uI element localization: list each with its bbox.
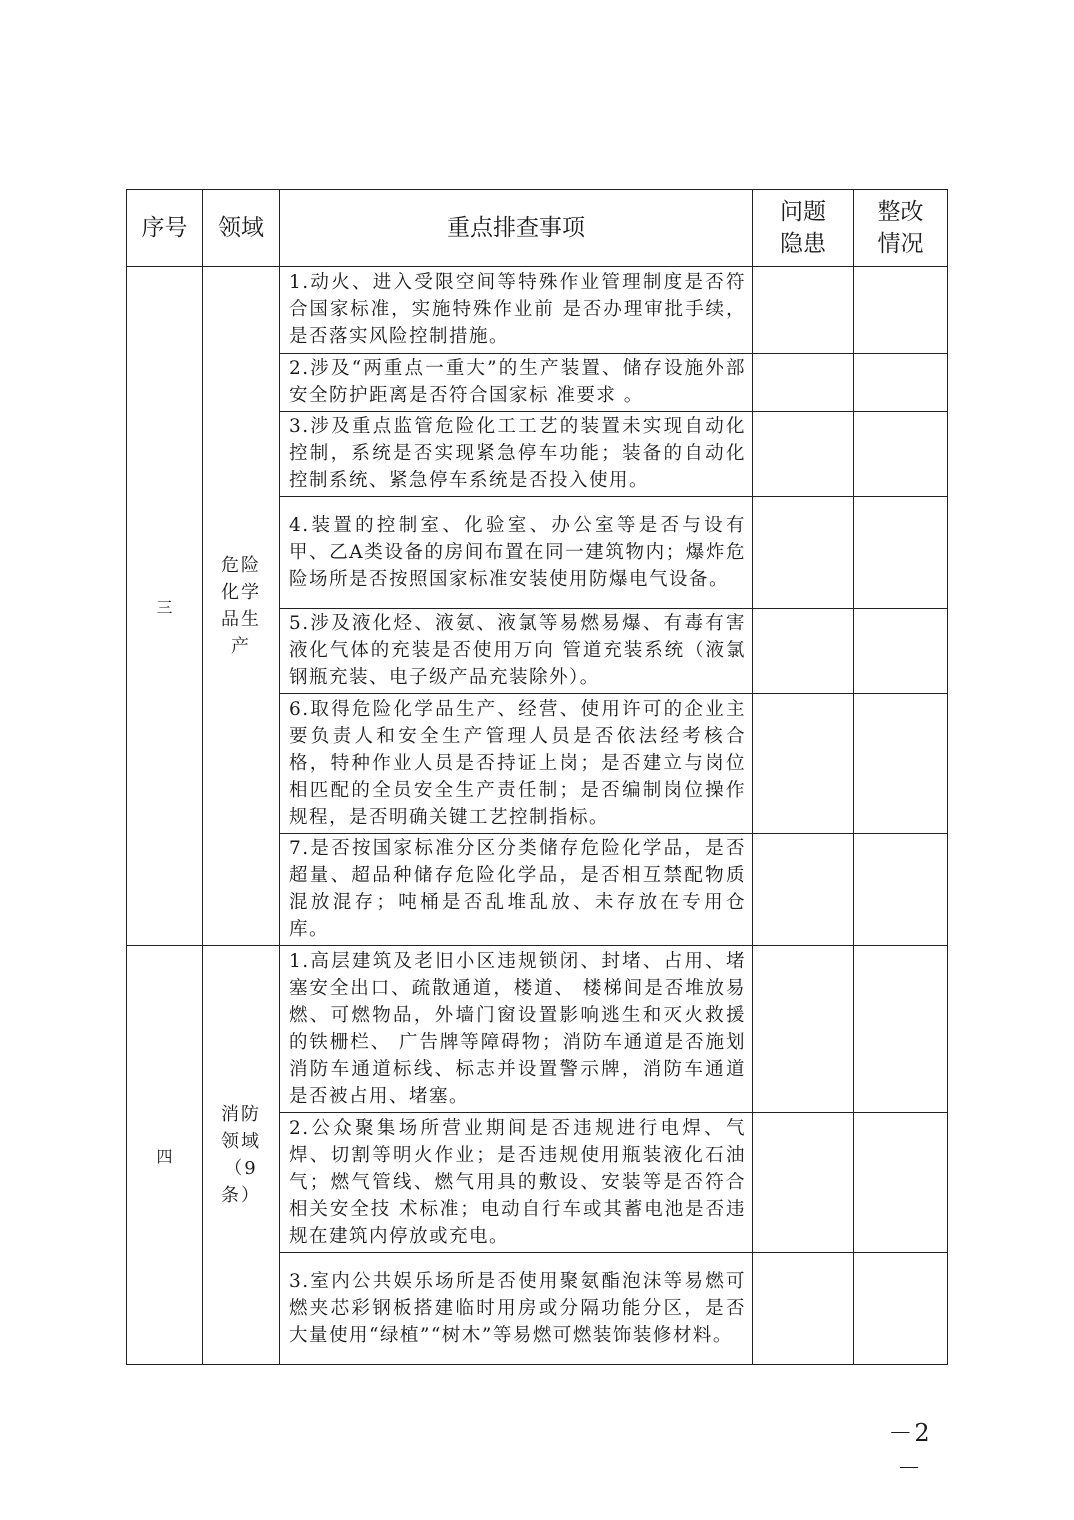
section-seq: 四 [127,946,203,1365]
rectification-cell[interactable] [854,1113,948,1253]
rectification-cell[interactable] [854,1253,948,1365]
section-field-label: 消防领域（9条） [221,1104,261,1206]
issues-cell[interactable] [753,267,854,354]
header-rectification-line2: 情况 [877,231,924,257]
header-rectification-line1: 整改 [877,199,924,225]
rectification-cell[interactable] [854,267,948,354]
issues-cell[interactable] [753,694,854,834]
issues-cell[interactable] [753,946,854,1113]
issues-cell[interactable] [753,1113,854,1253]
rectification-cell[interactable] [854,946,948,1113]
page-number: －2－ [888,1419,932,1482]
table-row [127,946,948,1113]
header-seq: 序号 [127,190,203,267]
issues-cell[interactable] [753,834,854,946]
header-issues [753,190,854,267]
issues-cell[interactable] [753,497,854,609]
section-seq: 三 [127,267,203,946]
header-issues-line2: 隐患 [780,231,826,257]
check-item: 1.高层建筑及老旧小区违规锁闭、封堵、占用、堵塞安全出口、疏散通道，楼道、 楼梯间是否堆放易燃、可燃物品，外墙门窗设置影响逃生和灭火救援的铁栅栏、 广告牌等障碍物；消防车通道是否施划消防车通道标线、标志并设置警示牌，消防车通道是否被占用、堵塞。 [280,946,753,1113]
rectification-cell[interactable] [854,609,948,694]
header-row [127,190,948,267]
header-rectification [854,190,948,267]
check-item: 3.室内公共娱乐场所是否使用聚氨酯泡沫等易燃可燃夹芯彩钢板搭建临时用房或分隔功能分区，是否大量使用“绿植”“树木”等易燃可燃装饰装修材料。 [280,1253,753,1365]
check-item: 2.公众聚集场所营业期间是否违规进行电焊、气焊、切割等明火作业；是否违规使用瓶装液化石油气；燃气管线、燃气用具的敷设、安装等是否符合相关安全技 术标准；电动自行车或其蓄电池是否违规在建筑内停放或充电。 [280,1113,753,1253]
rectification-cell[interactable] [854,412,948,497]
issues-cell[interactable] [753,1253,854,1365]
header-field: 领域 [203,190,280,267]
check-item: 6.取得危险化学品生产、经营、使用许可的企业主要负责人和安全生产管理人员是否依法经考核合格，特种作业人员是否持证上岗；是否建立与岗位相匹配的全员安全生产责任制；是否编制岗位操作规程，是否明确关键工艺控制指标。 [280,694,753,834]
rectification-cell[interactable] [854,834,948,946]
section-field [203,267,280,946]
rectification-cell[interactable] [854,354,948,412]
section-field [203,946,280,1365]
issues-cell[interactable] [753,609,854,694]
rectification-cell[interactable] [854,497,948,609]
rectification-cell[interactable] [854,694,948,834]
table-row [127,267,948,354]
check-item: 3.涉及重点监管危险化工工艺的装置未实现自动化控制，系统是否实现紧急停车功能；装备的自动化控制系统、紧急停车系统是否投入使用。 [280,412,753,497]
header-matters: 重点排查事项 [280,190,753,267]
issues-cell[interactable] [753,412,854,497]
inspection-table [126,189,948,1365]
header-issues-line1: 问题 [780,199,826,225]
check-item: 1.动火、进入受限空间等特殊作业管理制度是否符合国家标准，实施特殊作业前 是否办理审批手续，是否落实风险控制措施。 [280,267,753,354]
check-item: 7.是否按国家标准分区分类储存危险化学品，是否超量、超品种储存危险化学品，是否相互禁配物质混放混存；吨桶是否乱堆乱放、未存放在专用仓库。 [280,834,753,946]
check-item: 2.涉及“两重点一重大”的生产装置、储存设施外部安全防护距离是否符合国家标 准要求 。 [280,354,753,412]
check-item: 4.装置的控制室、化验室、办公室等是否与设有甲、乙A类设备的房间布置在同一建筑物内；爆炸危险场所是否按照国家标准安装使用防爆电气设备。 [280,497,753,609]
section-field-label: 危险化学品生产 [221,555,261,657]
issues-cell[interactable] [753,354,854,412]
check-item: 5.涉及液化烃、液氨、液氯等易燃易爆、有毒有害液化气体的充装是否使用万向 管道充装系统（液氯钢瓶充装、电子级产品充装除外）。 [280,609,753,694]
